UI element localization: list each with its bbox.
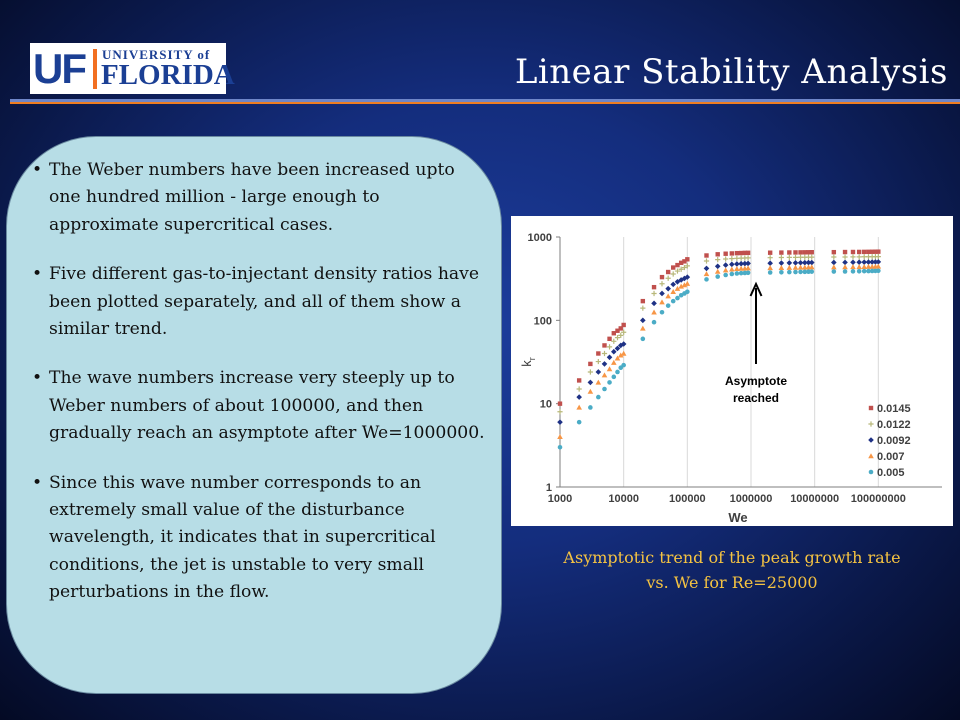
data-point: [607, 380, 612, 385]
y-tick-label: 100: [533, 315, 552, 328]
data-point: [715, 274, 720, 279]
data-point: [850, 264, 856, 269]
legend-label: 0.0145: [877, 403, 911, 415]
data-point: [729, 262, 735, 268]
data-point: [842, 254, 847, 259]
y-tick-label: 10: [539, 398, 552, 411]
data-point: [596, 380, 602, 385]
y-tick-label: 1000: [527, 232, 552, 244]
university-of-florida-logo: [30, 43, 235, 94]
data-point: [868, 453, 874, 458]
data-point: [798, 270, 803, 275]
data-point: [768, 270, 773, 275]
bullet-item: • The Weber numbers have been increased upto one hundred million - large enough to approximate supercritical cases.: [36, 157, 487, 239]
caption-line-1: Asymptotic trend of the peak growth rate: [563, 548, 901, 567]
data-point: [659, 299, 665, 304]
data-point: [671, 265, 675, 269]
data-point: [723, 267, 729, 272]
data-point: [716, 252, 720, 256]
data-point: [675, 296, 680, 301]
data-point: [621, 351, 627, 356]
data-point: [576, 394, 582, 400]
data-point: [704, 253, 708, 257]
data-point: [745, 255, 750, 260]
data-point: [607, 355, 613, 361]
data-point: [715, 257, 720, 262]
data-point: [651, 291, 656, 296]
data-point: [831, 264, 837, 269]
data-point: [602, 343, 606, 347]
data-point: [723, 256, 728, 261]
x-axis-label: We: [728, 510, 748, 525]
x-tick-label: 10000000: [790, 493, 840, 505]
bullet-item: • Five different gas-to-injectant density ratios have been plotted separately, and all of them show a similar trend.: [36, 261, 487, 343]
data-point: [851, 250, 855, 254]
legend-label: 0.0122: [877, 419, 911, 431]
data-point: [745, 261, 751, 267]
data-point: [577, 420, 582, 425]
data-point: [685, 289, 690, 294]
data-point: [787, 250, 791, 254]
data-point: [715, 269, 721, 274]
data-point: [779, 270, 784, 275]
data-point: [809, 254, 814, 259]
y-axis-label: $k_r$: [519, 357, 537, 367]
data-point: [810, 250, 814, 254]
data-point: [868, 437, 874, 443]
data-point: [607, 366, 613, 371]
data-point: [665, 286, 671, 292]
data-point: [652, 285, 656, 289]
bullet-text-panel: [6, 136, 502, 694]
x-tick-label: 100000000: [850, 493, 906, 505]
legend-label: 0.0092: [877, 435, 911, 447]
logo-florida-text: FLORIDA: [101, 59, 235, 91]
data-point: [577, 378, 581, 382]
data-point: [588, 369, 593, 374]
data-point: [557, 419, 563, 425]
data-point: [857, 254, 862, 259]
asymptote-annotation: [725, 284, 787, 405]
data-point: [588, 405, 593, 410]
annotation-label-line-1: Asymptote: [724, 374, 788, 388]
data-point: [607, 344, 612, 349]
data-point: [671, 299, 676, 304]
data-point: [723, 262, 729, 268]
data-point: [876, 249, 880, 253]
data-point: [602, 351, 607, 356]
data-point: [779, 265, 785, 270]
data-point: [615, 370, 620, 375]
data-point: [651, 301, 657, 307]
data-point: [735, 251, 739, 255]
data-point: [704, 271, 710, 276]
series-0-005: [558, 269, 881, 450]
data-point: [798, 250, 802, 254]
data-point: [611, 339, 616, 344]
data-point: [787, 255, 792, 260]
data-point: [640, 326, 646, 331]
data-point: [787, 265, 793, 270]
data-point: [588, 362, 592, 366]
legend-label: 0.005: [877, 467, 905, 479]
data-point: [793, 270, 798, 275]
logo-uf-letters: UF: [33, 45, 85, 92]
x-tick-label: 1000000: [729, 493, 773, 505]
data-point: [670, 289, 676, 294]
data-point: [607, 337, 611, 341]
data-point: [850, 254, 855, 259]
data-point: [704, 258, 709, 263]
annotation-label-line-2: reached: [732, 391, 780, 405]
data-point: [723, 252, 727, 256]
data-point: [685, 281, 691, 286]
logo-divider: [93, 49, 97, 89]
data-point: [793, 255, 798, 260]
data-point: [670, 282, 676, 288]
data-point: [665, 293, 671, 298]
data-point: [640, 318, 646, 324]
data-point: [588, 389, 594, 394]
data-point: [640, 306, 645, 311]
data-point: [596, 395, 601, 400]
data-point: [611, 360, 617, 365]
data-point: [641, 337, 646, 342]
data-point: [660, 275, 664, 279]
chart-panel: [511, 216, 953, 526]
bullet-item: • The wave numbers increase very steeply up to Weber numbers of about 100000, and then gradually reach an asymptote after We=1000000.: [36, 365, 487, 447]
data-point: [857, 269, 862, 274]
data-point: [768, 255, 773, 260]
data-point: [651, 309, 657, 314]
data-point: [652, 320, 657, 325]
data-point: [715, 264, 721, 270]
chart-caption: [520, 545, 944, 595]
chart-grid: [560, 237, 878, 487]
data-point: [588, 380, 594, 386]
bullet-list: [36, 157, 487, 607]
data-point: [779, 250, 783, 254]
data-point: [666, 303, 671, 308]
slide-title: Linear Stability Analysis: [514, 52, 948, 92]
data-point: [704, 277, 709, 282]
data-point: [862, 269, 867, 274]
data-point: [746, 251, 750, 255]
data-point: [746, 270, 751, 275]
data-point: [557, 434, 563, 439]
data-point: [862, 250, 866, 254]
data-point: [729, 266, 735, 271]
data-point: [831, 254, 836, 259]
data-point: [612, 375, 617, 380]
data-point: [843, 269, 848, 274]
series-0-0092: [557, 259, 881, 425]
data-point: [793, 250, 797, 254]
data-point: [779, 255, 784, 260]
x-tick-label: 1000: [547, 493, 573, 505]
data-point: [621, 363, 626, 368]
growth-rate-chart: [511, 216, 953, 526]
data-point: [596, 351, 600, 355]
data-point: [832, 269, 837, 274]
data-point: [577, 386, 582, 391]
data-point: [685, 257, 689, 261]
data-point: [723, 273, 728, 278]
data-point: [557, 409, 562, 414]
data-point: [851, 269, 856, 274]
x-tick-label: 10000: [608, 493, 639, 505]
data-point: [596, 369, 602, 375]
data-point: [704, 266, 710, 272]
data-point: [659, 281, 664, 286]
chart-legend: [868, 403, 910, 479]
data-point: [832, 250, 836, 254]
data-point: [558, 445, 563, 450]
data-point: [876, 254, 881, 259]
data-point: [843, 250, 847, 254]
data-point: [602, 387, 607, 392]
data-point: [602, 372, 608, 377]
data-point: [621, 323, 625, 327]
caption-line-2: vs. We for Re=25000: [646, 573, 818, 592]
data-point: [671, 271, 676, 276]
series-0-007: [557, 264, 881, 439]
x-tick-label: 100000: [668, 493, 706, 505]
data-point: [842, 264, 848, 269]
data-point: [730, 251, 734, 255]
data-point: [876, 269, 881, 274]
data-point: [729, 256, 734, 261]
data-point: [793, 265, 799, 270]
data-point: [602, 361, 608, 367]
data-point: [857, 250, 861, 254]
bullet-item: • Since this wave number corresponds to an extremely small value of the disturbance wavelength, it indicates that in supercritical conditions, the jet is unstable to very small perturbations in the flow.: [36, 470, 487, 607]
data-point: [735, 271, 740, 276]
data-point: [596, 359, 601, 364]
data-point: [767, 260, 773, 266]
data-point: [666, 270, 670, 274]
data-point: [660, 310, 665, 315]
data-point: [659, 291, 665, 297]
data-point: [868, 421, 873, 426]
data-point: [768, 251, 772, 255]
data-point: [869, 470, 874, 475]
data-point: [611, 349, 617, 355]
data-point: [730, 272, 735, 277]
chart-points: [557, 249, 881, 449]
title-underline-orange: [10, 102, 960, 104]
data-point: [576, 405, 582, 410]
data-point: [767, 265, 773, 270]
data-point: [869, 406, 873, 410]
data-point: [787, 270, 792, 275]
data-point: [666, 276, 671, 281]
data-point: [809, 269, 814, 274]
legend-label: 0.007: [877, 451, 905, 463]
y-tick-label: 1: [545, 482, 552, 494]
data-point: [558, 401, 562, 405]
data-point: [856, 264, 862, 269]
logo-university-text: UNIVERSITY of: [102, 47, 211, 62]
data-point: [641, 299, 645, 303]
